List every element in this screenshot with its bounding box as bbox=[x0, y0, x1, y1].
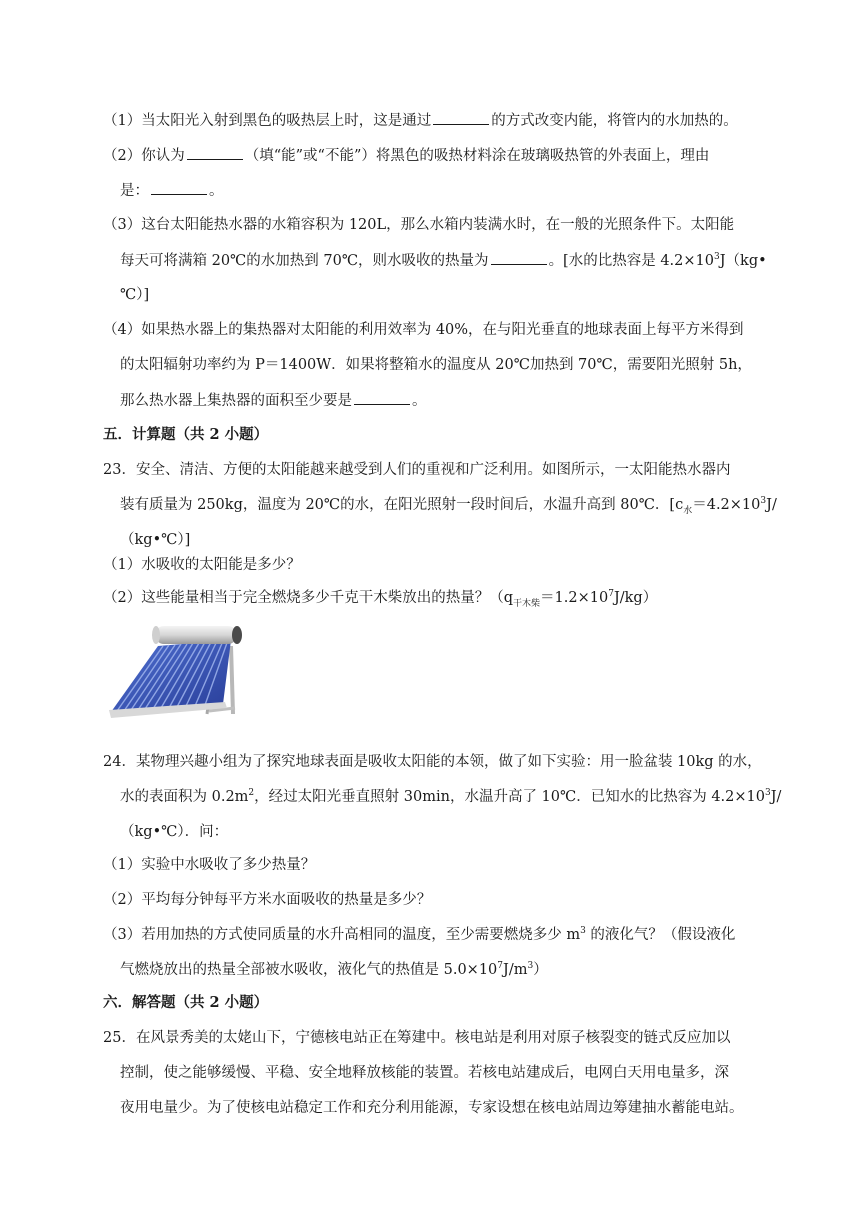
question-22-part-4: （4）如果热水器上的集热器对太阳能的利用效率为 40%，在与阳光垂直的地球表面上每平方米得到 bbox=[103, 322, 744, 338]
question-24-part-2: （2）平均每分钟每平方米水面吸收的热量是多少？ bbox=[103, 892, 432, 908]
question-25-line-1: 25．在风景秀美的太姥山下，宁德核电站正在筹建中。核电站是利用对原子核裂变的链式反应加以 bbox=[103, 1030, 731, 1046]
question-24-line-1: 24．某物理兴趣小组为了探究地球表面是吸收太阳能的本领，做了如下实验：用一脸盆装 10kg 的水， bbox=[103, 754, 762, 770]
question-22-part-3: （3）这台太阳能热水器的水箱容积为 120L，那么水箱内装满水时，在一般的光照条件下。太阳能 bbox=[103, 217, 735, 233]
question-22-part-4-cont: 的太阳辐射功率约为 P＝1400W．如果将整箱水的温度从 20℃加热到 70℃，需要阳光照射 5h， bbox=[120, 357, 752, 373]
question-24-line-2: 水的表面积为 $0.2m^2$，经过太阳光垂直照射 30min，水温升高了 10℃．已知水的比热容为 $4.2\times 10^3J/$ bbox=[120, 788, 782, 805]
question-24-part-3: （3）若用加热的方式使同质量的水升高相同的温度，至少需要燃烧多少 $m^3$ 的液化气？（假设液化 bbox=[103, 926, 736, 943]
question-25-line-3: 夜用电量少。为了使核电站稳定工作和充分利用能源，专家设想在核电站周边筹建抽水蓄能电站。 bbox=[120, 1100, 744, 1116]
question-24-line-3: （kg•℃）．问： bbox=[120, 824, 229, 840]
question-23-part-1: （1）水吸收的太阳能是多少？ bbox=[103, 557, 301, 573]
section-heading-6: 六．解答题（共 2 小题） bbox=[103, 994, 269, 1011]
question-22-part-1: （1）当太阳光入射到黑色的吸热层上时，这是通过 的方式改变内能，将管内的水加热的。 bbox=[103, 110, 738, 131]
question-22-part-2-cont: 是： 。 bbox=[120, 180, 224, 201]
answer-blank[interactable] bbox=[491, 250, 547, 265]
question-24-part-1: （1）实验中水吸收了多少热量？ bbox=[103, 857, 316, 873]
solar-water-heater-image bbox=[103, 616, 249, 730]
question-23-line-1: 23．安全、清洁、方便的太阳能越来越受到人们的重视和广泛利用。如图所示，一太阳能热水器内 bbox=[103, 462, 731, 478]
question-25-line-2: 控制，使之能够缓慢、平稳、安全地释放核能的装置。若核电站建成后，电网白天用电量多，深 bbox=[120, 1065, 729, 1081]
question-23-line-2: 装有质量为 250kg，温度为 20℃的水，在阳光照射一段时间后，水温升高到 80℃．[$c_水=4.2\times 10^3J/$ bbox=[120, 496, 777, 516]
question-22-part-3-end: ℃）] bbox=[120, 287, 150, 303]
answer-blank[interactable] bbox=[354, 390, 410, 405]
question-22-part-3-cont: 每天可将满箱 20℃的水加热到 70℃，则水吸收的热量为 。[水的比热容是 $4.2\times 10^3J(kg•$ bbox=[120, 250, 767, 271]
answer-blank[interactable] bbox=[187, 145, 243, 160]
question-23-part-2: （2）这些能量相当于完全燃烧多少千克干木柴放出的热量？$(q_{干木柴}=1.2\times 10^7J/kg)$ bbox=[103, 589, 658, 609]
answer-blank[interactable] bbox=[151, 180, 207, 195]
question-24-part-3-cont: 气燃烧放出的热量全部被水吸收，液化气的热值是 $5.0\times 10^7J/m^3$） bbox=[120, 961, 548, 978]
answer-blank[interactable] bbox=[433, 110, 489, 125]
question-22-part-2: （2）你认为 （填“能”或“不能”）将黑色的吸热材料涂在玻璃吸热管的外表面上，理由 bbox=[103, 145, 709, 166]
question-23-line-3: （kg•℃）] bbox=[120, 532, 191, 548]
section-heading-5: 五．计算题（共 2 小题） bbox=[103, 426, 269, 443]
question-22-part-4-end: 那么热水器上集热器的面积至少要是 。 bbox=[120, 390, 427, 411]
